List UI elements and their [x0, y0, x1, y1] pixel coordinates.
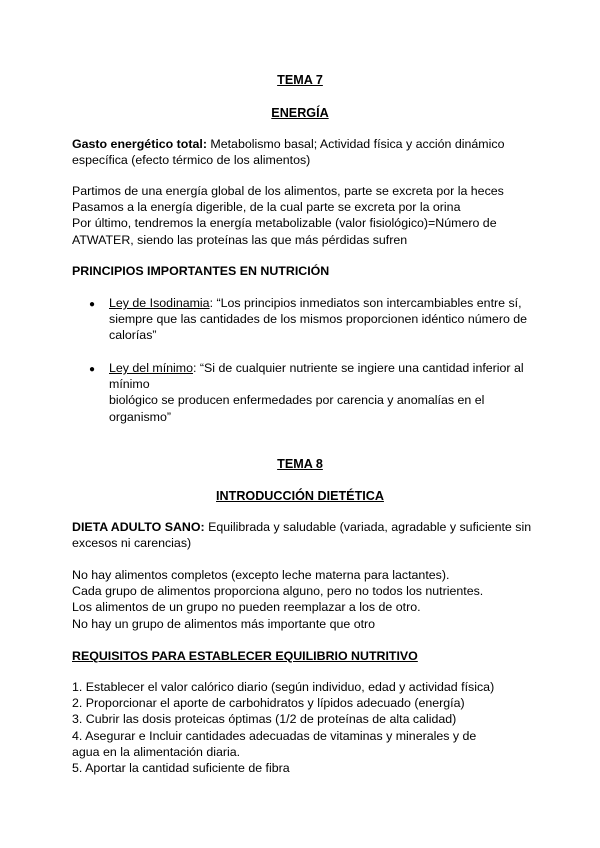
requisito-item: 2. Proporcionar el aporte de carbohidratos y lípidos adecuado (energía)	[72, 696, 465, 711]
alimentos-paragraph	[72, 567, 542, 632]
bullet-text: organismo”	[109, 409, 171, 424]
bullet-text: calorías”	[109, 328, 157, 343]
requisito-item: 3. Cubrir las dosis proteicas óptimas (1/2 de proteínas de alta calidad)	[72, 712, 457, 727]
gasto-text-1: Metabolismo basal; Actividad física y acción dinámico	[206, 137, 505, 151]
tema8-heading: TEMA 8	[277, 457, 323, 471]
tema8-title: INTRODUCCIÓN DIETÉTICA	[216, 489, 384, 503]
bullet-icon: ●	[89, 299, 96, 310]
dieta-text-2: excesos ni carencias)	[72, 536, 192, 551]
gasto-label: Gasto energético total:	[72, 137, 207, 151]
dieta-paragraph	[72, 519, 542, 551]
ley-isodinamia-term: Ley de Isodinamia	[109, 296, 210, 310]
principios-heading: PRINCIPIOS IMPORTANTES EN NUTRICIÓN	[72, 264, 330, 278]
alimentos-line: Cada grupo de alimentos proporciona alguno, pero no todos los nutrientes.	[72, 584, 484, 599]
bullet-text: siempre que las cantidades de los mismos proporcionen idéntico número de	[109, 312, 528, 327]
alimentos-line: No hay alimentos completos (excepto leche materna para lactantes).	[72, 568, 450, 582]
alimentos-line: Los alimentos de un grupo no pueden reemplazar a los de otro.	[72, 600, 421, 615]
bullet-item-minimo	[109, 360, 549, 425]
bullet-text: : “Si de cualquier nutriente se ingiere una cantidad inferior al	[193, 361, 524, 375]
energia-line: Por último, tendremos la energía metabolizable (valor fisiológico)=Número de	[72, 216, 497, 231]
bullet-item-isodinamia	[109, 295, 549, 344]
bullet-icon: ●	[89, 364, 96, 375]
tema7-title: ENERGÍA	[271, 106, 329, 120]
dieta-text-1: Equilibrada y saludable (variada, agradable y suficiente sin	[204, 520, 532, 534]
dieta-label: DIETA ADULTO SANO:	[72, 520, 205, 534]
requisitos-heading: REQUISITOS PARA ESTABLECER EQUILIBRIO NUTRITIVO	[72, 649, 418, 663]
alimentos-line: No hay un grupo de alimentos más importante que otro	[72, 616, 376, 631]
bullet-text: : “Los principios inmediatos son intercambiables entre sí,	[209, 296, 522, 310]
requisito-item: 4. Asegurar e Incluir cantidades adecuadas de vitaminas y minerales y de	[72, 728, 477, 743]
energia-line: ATWATER, siendo las proteínas las que más pérdidas sufren	[72, 232, 408, 247]
requisitos-list	[72, 679, 542, 776]
requisito-item: 5. Aportar la cantidad suficiente de fibra	[72, 761, 290, 776]
energia-line: Partimos de una energía global de los alimentos, parte se excreta por la heces	[72, 184, 504, 198]
tema7-heading: TEMA 7	[277, 73, 323, 87]
gasto-energetico-paragraph	[72, 136, 542, 168]
gasto-text-2: específica (efecto térmico de los alimentos)	[72, 153, 311, 168]
energia-paragraph	[72, 183, 542, 248]
energia-line: Pasamos a la energía digerible, de la cual parte se excreta por la orina	[72, 200, 461, 215]
requisito-item: 1. Establecer el valor calórico diario (según individuo, edad y actividad física)	[72, 680, 495, 694]
bullet-text: biológico se producen enfermedades por carencia y anomalías en el	[109, 393, 485, 408]
requisito-item: agua en la alimentación diaria.	[72, 744, 241, 759]
bullet-text: mínimo	[109, 377, 150, 392]
ley-minimo-term: Ley del mínimo	[109, 361, 194, 375]
